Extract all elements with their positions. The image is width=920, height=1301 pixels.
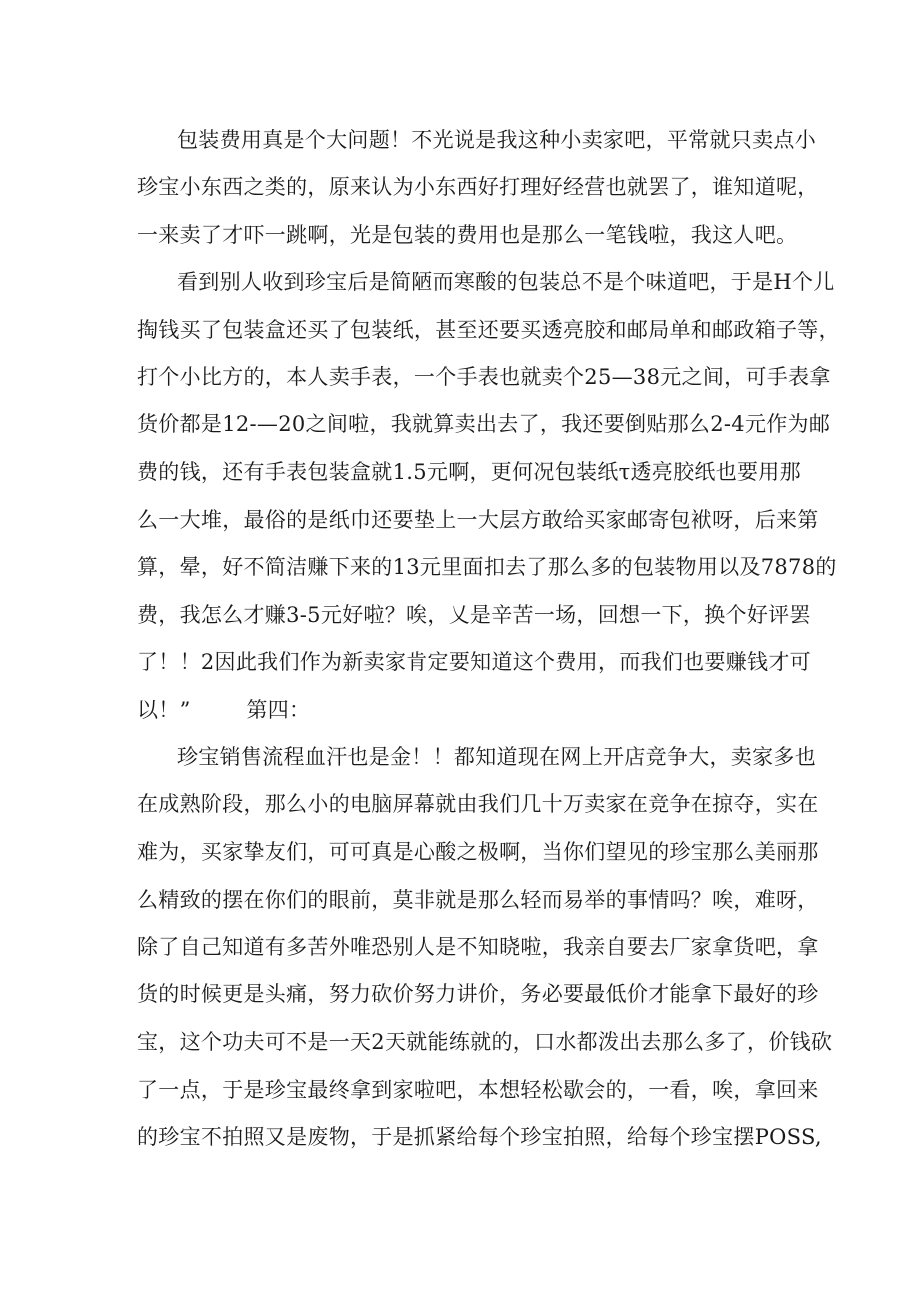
text-line: 了一点，于是珍宝最终拿到家啦吧，本想轻松歇会的，一看，唉，拿回来	[137, 1078, 819, 1102]
text-line: 费，我怎么才赚3-5元好啦？唉，乂是辛苦一场，回想一下，换个好评罢	[137, 603, 811, 627]
text-line: 费的钱，还有手表包装盒就1.5元啊，更何况包装纸τ透亮胶纸也要用那	[137, 460, 801, 484]
text-line: 包装费用真是个大问题！不光说是我这种小卖家吧，平常就只卖点小	[177, 128, 816, 152]
text-line: 一来卖了才吓一跳啊，光是包装的费用也是那么一笔钱啦，我这人吧。	[137, 223, 798, 247]
text-line: 打个小比方的，本人卖手表，一个手表也就卖个25—38元之间，可手表拿	[137, 365, 831, 389]
text-line: 宝，这个功夫可不是一天2天就能练就的，口水都泼出去那么多了，价钱砍	[137, 1030, 833, 1054]
text-line: 看到别人收到珍宝后是简陋而寒酸的包装总不是个味道吧，于是H个儿	[177, 270, 835, 294]
text-line: 珍宝小东西之类的，原来认为小东西好打理好经营也就罢了，谁知道呢，	[137, 175, 819, 199]
text-line: 了！！2因此我们作为新卖家肯定要知道这个费用，而我们也要赚钱才可	[137, 650, 811, 674]
text-line: 货的时候更是头痛，努力砍价努力讲价，务必要最低价才能拿下最好的珍	[137, 982, 819, 1006]
text-line: 算，晕，好不简洁赚下来的13元里面扣去了那么多的包装物用以及7878的	[137, 555, 837, 579]
text-line: 以！” 第四：	[137, 698, 311, 722]
text-line: 珍宝销售流程血汗也是金！！都知道现在网上开店竞争大，卖家多也	[177, 745, 816, 769]
text-line: 的珍宝不拍照又是废物，于是抓紧给每个珍宝拍照，给每个珍宝摆POSS,	[137, 1125, 822, 1149]
text-line: 难为，买家挚友们，可可真是心酸之极啊，当你们望见的珍宝那么美丽那	[137, 840, 819, 864]
text-line: 么精致的摆在你们的眼前，莫非就是那么轻而易举的事情吗？唉，难呀，	[137, 888, 819, 912]
text-line: 在成熟阶段，那么小的电脑屏幕就由我们几十万卖家在竞争在掠夺，实在	[137, 792, 819, 816]
text-line: 货价都是12-—20之间啦，我就算卖出去了，我还要倒贴那么2-4元作为邮	[137, 412, 831, 436]
text-line: 掏钱买了包装盒还买了包装纸，甚至还要买透亮胶和邮局单和邮政箱子等，	[137, 318, 840, 342]
text-line: 么一大堆，最俗的是纸巾还要垫上一大层方敢给买家邮寄包袱呀，后来第	[137, 508, 819, 532]
text-line: 除了自己知道有多苦外唯恐别人是不知晓啦，我亲自要去厂家拿货吧，拿	[137, 935, 819, 959]
